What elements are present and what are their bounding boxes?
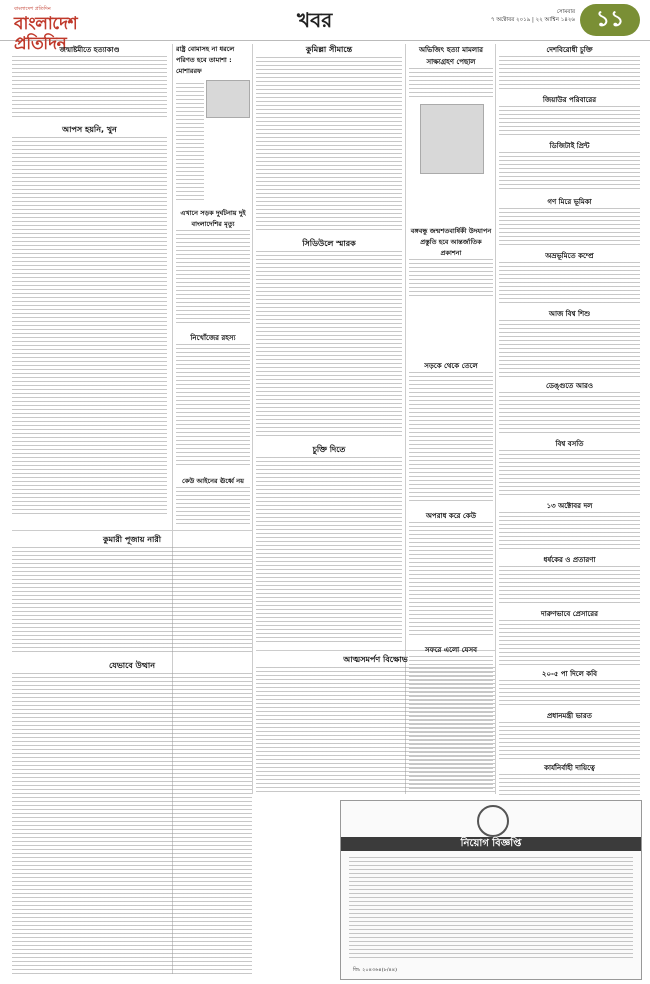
article-block bbox=[499, 500, 640, 552]
page-number-badge: ১১ bbox=[580, 4, 640, 36]
article-headline: দেশবিরোধী চুক্তি bbox=[546, 46, 593, 54]
article-block bbox=[409, 510, 493, 640]
article-headline: অপরাধ করে কেউ bbox=[425, 512, 477, 520]
logo-tagline: বাংলাদেশ প্রতিদিন bbox=[14, 6, 51, 12]
article-body bbox=[176, 344, 250, 468]
article-block bbox=[499, 308, 640, 378]
article-block bbox=[409, 226, 493, 296]
portrait-photo bbox=[420, 104, 484, 174]
article-block bbox=[176, 44, 250, 204]
article-body bbox=[499, 566, 640, 606]
article-block bbox=[12, 44, 167, 122]
article-block bbox=[409, 44, 493, 100]
article-photo bbox=[206, 80, 250, 118]
article-block bbox=[409, 644, 493, 794]
article-block bbox=[499, 608, 640, 666]
article-headline: ধর্ষকের ও প্রতারণা bbox=[543, 556, 596, 564]
article-block bbox=[499, 438, 640, 498]
logo-name: বাংলাদেশ প্রতিদিন bbox=[14, 14, 78, 54]
article-body bbox=[409, 522, 493, 636]
advertisement-reference: জি: ২০৪৩৬৪(৮/৪৪) bbox=[353, 967, 397, 973]
article-headline: ২০-৫ পা দিলে কবি bbox=[541, 670, 598, 678]
article-headline: যেভাবে উত্থান bbox=[108, 661, 156, 670]
article-block bbox=[176, 476, 250, 526]
article-headline: নিখোঁজের রহস্য bbox=[190, 334, 236, 342]
article-body bbox=[499, 56, 640, 92]
article-headline: ডিজিটাই প্রিন্ট bbox=[549, 142, 590, 150]
article-block bbox=[256, 444, 402, 644]
article-block bbox=[499, 554, 640, 606]
article-body bbox=[499, 392, 640, 436]
article-body bbox=[499, 512, 640, 552]
section-title: খবর bbox=[297, 8, 333, 32]
article-body bbox=[499, 680, 640, 708]
article-block bbox=[499, 710, 640, 760]
university-emblem-icon bbox=[477, 805, 509, 837]
column-divider bbox=[495, 44, 496, 794]
article-headline: জিয়াউর পরিবারের bbox=[542, 96, 597, 104]
date-label: ৭ অক্টোবর ২০১৯ | ২২ আশ্বিন ১৪২৬ bbox=[490, 17, 575, 23]
article-body bbox=[409, 68, 493, 98]
article-body bbox=[176, 83, 204, 203]
article-block bbox=[499, 250, 640, 306]
article-body bbox=[256, 251, 402, 437]
article-block bbox=[499, 94, 640, 138]
article-headline: ডেঙ্গুতে আরও bbox=[545, 382, 593, 390]
dateline bbox=[465, 8, 575, 24]
article-headline: জন্মাষ্টমীতে হত্যাকাণ্ড bbox=[59, 46, 120, 54]
article-headline: কুমারী পূজায় নারী bbox=[102, 535, 162, 544]
article-headline: সড়কে থেকে তেলে bbox=[424, 362, 478, 370]
column-divider bbox=[252, 44, 253, 794]
article-headline: রাষ্ট্র বোমাসহ না ধরলে পরিণত হবে তামাশা : মোশাররফ bbox=[176, 45, 235, 75]
article-block bbox=[499, 380, 640, 436]
article-headline: ১৩ অক্টোবর দল bbox=[546, 502, 593, 510]
article-block bbox=[409, 360, 493, 506]
article-block bbox=[256, 44, 402, 234]
article-headline: দারুণভাবে প্রেসারের bbox=[541, 610, 598, 618]
article-block bbox=[12, 534, 252, 656]
article-headline: অভ্রভূমিতে কম্প্রে bbox=[545, 252, 594, 260]
article-body bbox=[499, 774, 640, 796]
article-block bbox=[499, 762, 640, 796]
article-body bbox=[499, 106, 640, 138]
article-block bbox=[499, 196, 640, 248]
article-body bbox=[499, 320, 640, 378]
article-body bbox=[499, 722, 640, 760]
article-block bbox=[499, 668, 640, 708]
article-body bbox=[499, 450, 640, 498]
article-body bbox=[499, 152, 640, 192]
article-block bbox=[12, 660, 252, 978]
article-headline: কেউ আইনের ঊর্ধ্বে নয় bbox=[182, 477, 244, 485]
article-block bbox=[12, 124, 167, 520]
recruitment-advertisement bbox=[340, 800, 642, 980]
article-headline: এখানে সড়ক দুর্ঘটনায় দুই বাংলাদেশির মৃত্যু bbox=[180, 209, 246, 228]
article-headline: কার্যনির্বাহী দায়িত্বে bbox=[544, 764, 595, 772]
article-body bbox=[12, 673, 252, 977]
article-headline: চুক্তি দিতে bbox=[312, 445, 346, 454]
advertisement-title: নিয়োগ বিজ্ঞপ্তি bbox=[341, 837, 641, 851]
day-label: সোমবার bbox=[556, 9, 575, 15]
article-block bbox=[256, 238, 402, 438]
article-headline: আজ বিশ্ব শিশু bbox=[548, 310, 591, 318]
article-block bbox=[176, 332, 250, 472]
article-body bbox=[12, 547, 252, 655]
article-body bbox=[499, 208, 640, 248]
article-divider bbox=[12, 530, 252, 531]
article-body bbox=[256, 457, 402, 643]
article-body bbox=[12, 137, 167, 517]
advertisement-body bbox=[349, 857, 633, 961]
article-headline: সিডিউলে স্মারক bbox=[302, 239, 356, 248]
article-headline: কুমিল্লা সীমান্তে bbox=[305, 45, 353, 54]
article-body bbox=[176, 487, 250, 525]
article-block bbox=[176, 208, 250, 328]
article-headline: প্রধানমন্ত্রী ভারত bbox=[547, 712, 592, 720]
article-block bbox=[499, 44, 640, 92]
article-headline: সফরে এলো যেসব bbox=[424, 646, 478, 654]
article-body bbox=[409, 656, 493, 790]
article-block bbox=[499, 140, 640, 192]
article-body bbox=[176, 230, 250, 326]
article-headline: বঙ্গবন্ধু জন্মশতবার্ষিকী উদযাপন প্রস্তুতি হবে আন্তর্জাতিক প্রকাশনা bbox=[410, 227, 492, 257]
article-body bbox=[256, 57, 402, 233]
article-body bbox=[409, 372, 493, 502]
article-headline: বিশ্ব বসতি bbox=[555, 440, 584, 448]
article-headline: আত্মসমর্পণ বিক্ষোভ bbox=[343, 655, 408, 664]
article-headline: অভিজিৎ হত্যা মামলার সাক্ষ্যগ্রহণ পেছাল bbox=[418, 46, 484, 66]
article-body bbox=[409, 259, 493, 296]
article-headline: আপস হয়নি, খুন bbox=[62, 125, 117, 134]
article-body bbox=[499, 620, 640, 666]
article-body bbox=[12, 56, 167, 120]
article-body bbox=[499, 262, 640, 306]
article-headline: গণ মিরে ভূমিকা bbox=[547, 198, 592, 206]
